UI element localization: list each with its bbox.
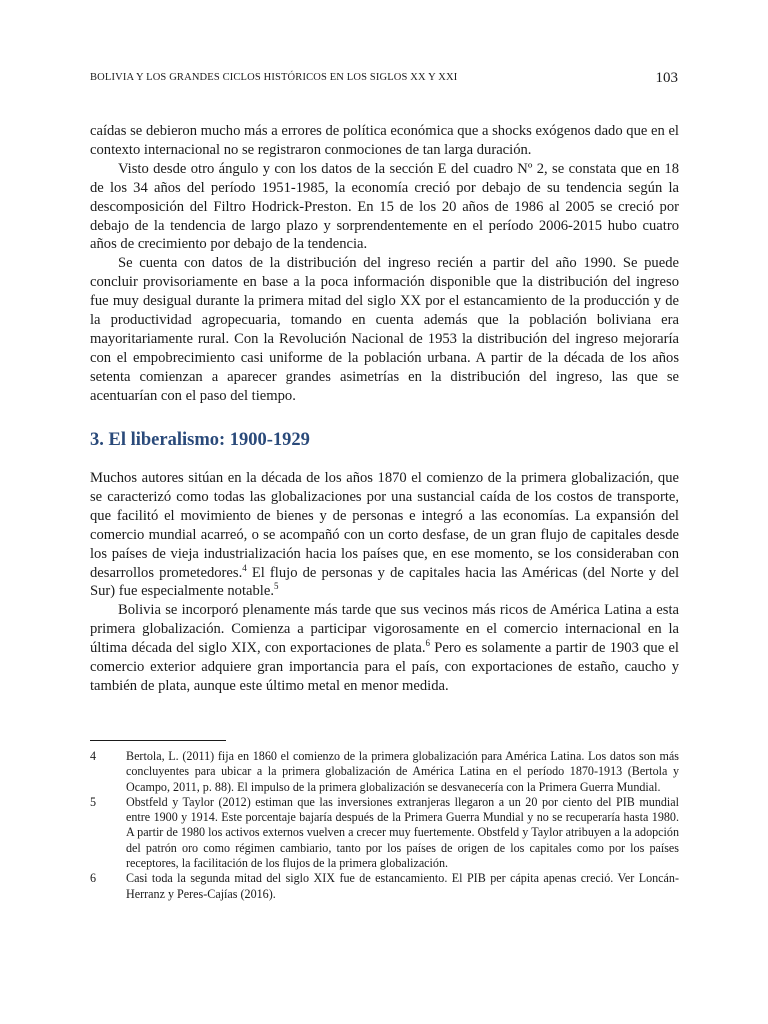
- intro-text: [90, 122, 679, 406]
- footnote: [90, 871, 679, 902]
- paragraph: [90, 601, 679, 696]
- paragraph-text: Bolivia se incorporó plenamente más tarde que sus vecinos más ricos de América Latina a esta primera globalización. Comienza a participar vigorosamente en el comercio internacional en la última década del siglo XIX, con exportaciones de plata.: [90, 602, 679, 657]
- section-text: [90, 469, 679, 696]
- footnote-ref[interactable]: 6: [425, 638, 430, 649]
- paragraph: Visto desde otro ángulo y con los datos de la sección E del cuadro Nº 2, se constata que en 18 de los 34 años del período 1951-1985, la economía creció por debajo de su tendencia según la descomposición del Filtro Hodrick-Preston. En 15 de los 20 años de 1986 al 2005 se creció por debajo de la tendencia de largo plazo y sorprendentemente en el período 2006-2015 hubo cuatro años de crecimiento por debajo de la tendencia.: [90, 160, 679, 253]
- page-number: 103: [655, 70, 678, 86]
- footnote-text: Obstfeld y Taylor (2012) estiman que las inversiones extranjeras llegaron a un 20 por ciento del PIB mundial entre 1900 y 1914. Este porcentaje bajaría después de la Primera Guerra Mundial y no se recuperaría hasta 1980. A partir de 1980 los activos externos vuelven a crecer muy fuertemente. Obstfeld y Taylor atribuyen a la adopción del patrón oro como régimen cambiario, tanto por los países de origen de los capitales como por los países receptores, la facilitación de los flujos de la primera globalización.: [126, 794, 679, 871]
- footnotes: [90, 749, 679, 902]
- footnote-text: Bertola, L. (2011) fija en 1860 el comienzo de la primera globalización para América Latina. Los datos son más concluyentes para ubicar a la primera globalización de América Latina en el período 1870-1913 (Bertola y Ocampo, 2011, p. 88). El impulso de la primera globalización se desvanecería con la Primera Guerra Mundial.: [126, 749, 679, 794]
- paragraph: Se cuenta con datos de la distribución del ingreso recién a partir del año 1990. Se puede concluir provisoriamente en base a la poca información disponible que la distribución del ingreso fue muy desigual durante la primera mitad del siglo XX por el estancamiento de la producción y de la productividad agropecuaria, tomando en cuenta además que la población boliviana era mayoritariamente rural. Con la Revolución Nacional de 1953 la distribución del ingreso mejoraría con el empobrecimiento casi uniforme de la población urbana. A partir de la década de los años setenta comienzan a aparecer grandes asimetrías en la distribución del ingreso, las que se acentuarían con el paso del tiempo.: [90, 255, 679, 404]
- footnote-ref[interactable]: 5: [273, 581, 279, 592]
- footnote-number: 4: [90, 749, 97, 763]
- footnote: [90, 795, 679, 871]
- footnote: [90, 749, 679, 795]
- paragraph: caídas se debieron mucho más a errores de política económica que a shocks exógenos dado que en el contexto internacional no se registraron conmociones de tan larga duración.: [90, 123, 679, 158]
- paragraph-text: Pero es solamente a partir de 1903 que el comercio exterior adquiere gran importancia para el país, con exportaciones de estaño, caucho y también de plata, aunque este último metal en menor medida.: [90, 640, 679, 694]
- paragraph-text: Muchos autores sitúan en la década de los años 1870 el comienzo de la primera globalización, que se caracterizó como todas las globalizaciones por una sustancial caída de los costos de transporte, que facilitó el movimiento de bienes y de personas e integró a las economías. La expansión del comercio mundial acarreó, o se acompañó con un corto desfase, de un gran flujo de capitales desde los países de vieja industrialización hacia los países que, en ese momento, se los consideraban con desarrollos prometedores.: [90, 470, 679, 581]
- footnote-text: Casi toda la segunda mitad del siglo XIX fue de estancamiento. El PIB per cápita apenas creció. Ver Loncán-Herranz y Peres-Cajías (2016).: [126, 871, 679, 901]
- footnote-ref[interactable]: 4: [242, 562, 247, 573]
- running-header: BOLIVIA Y LOS GRANDES CICLOS HISTÓRICOS EN LOS SIGLOS XX Y XXI: [90, 72, 458, 83]
- paragraph-text: El flujo de personas y de capitales hacia las Américas (del Norte y del Sur) fue especialmente notable.: [90, 564, 679, 600]
- paragraph: [90, 469, 679, 601]
- section-heading: 3. El liberalismo: 1900-1929: [90, 430, 310, 450]
- footnote-number: 6: [90, 871, 97, 886]
- footnote-divider: [90, 740, 226, 741]
- footnote-number: 5: [90, 794, 97, 809]
